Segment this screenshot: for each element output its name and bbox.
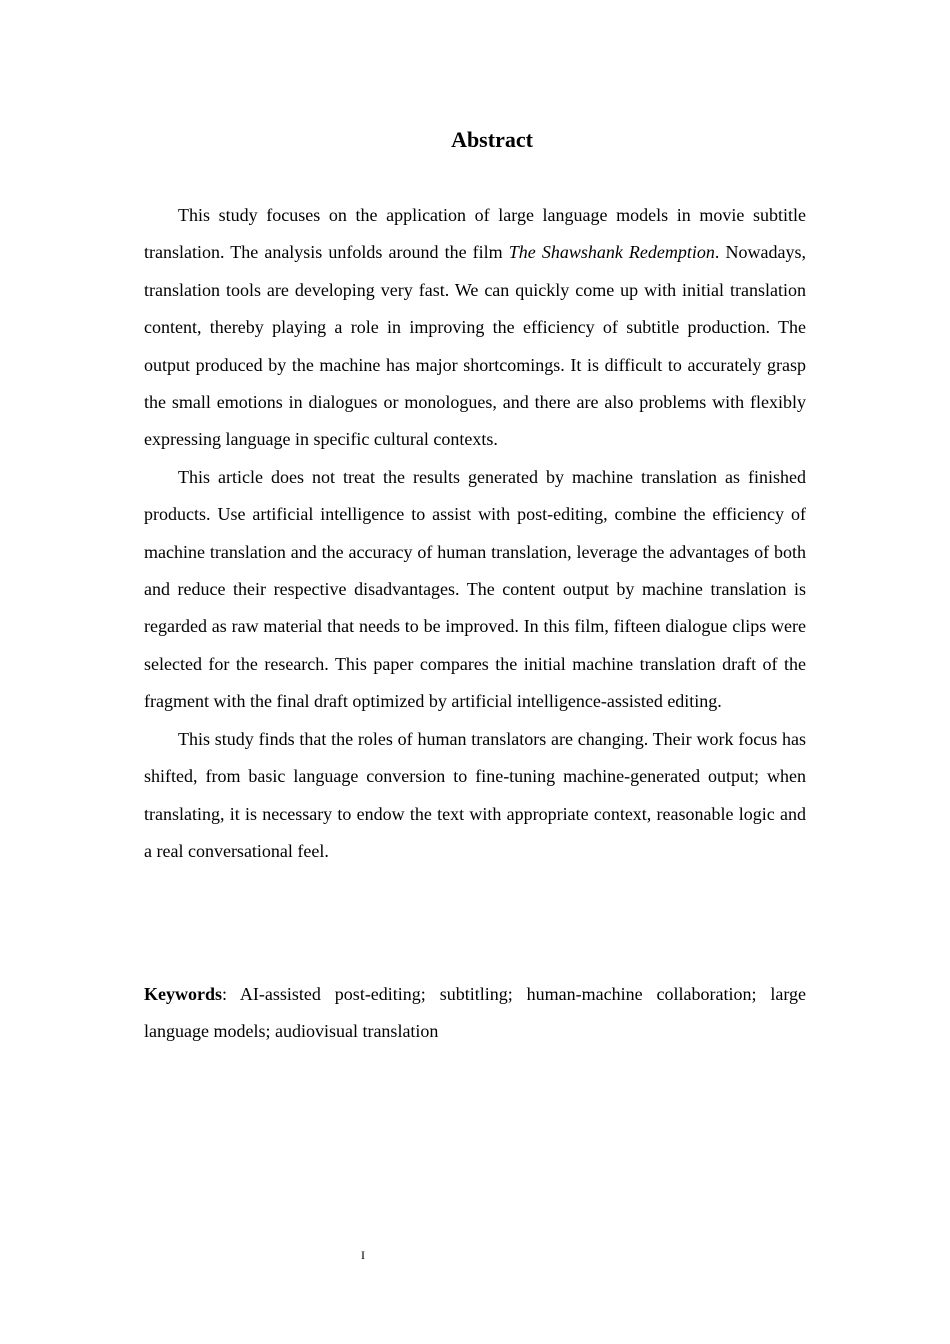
paragraph-1-text-end: . Nowadays, translation tools are developing very fast. We can quickly come up with initial translation content, thereby playing a role in improving the efficiency of subtitle production. The output produced by the machine has major shortcomings. It is difficult to accurately grasp the small emotions in dialogues or monologues, and there are also problems with flexibly expressing language in specific cultural contexts. <box>144 242 806 450</box>
paragraph-1-text-start: This study focuses on the application of large language models in movie subtitle translation. The analysis unfolds around the film <box>144 205 806 263</box>
film-title: The Shawshank Redemption <box>508 242 715 263</box>
keywords-text: AI-assisted post-editing; subtitling; human-machine collaboration; large language models; audiovisual translation <box>144 984 806 1042</box>
page-title: Abstract <box>451 127 533 152</box>
keywords-separator: : <box>222 984 240 1004</box>
keywords-label: Keywords <box>144 984 222 1004</box>
page-number: I <box>361 1248 365 1262</box>
keywords-line <box>144 976 806 1051</box>
abstract-paragraph-2: This article does not treat the results generated by machine translation as finished products. Use artificial intelligence to assist with post-editing, combine the efficiency of machine translation and the accuracy of human translation, leverage the advantages of both and reduce their respective disadvantages. The content output by machine translation is regarded as raw material that needs to be improved. In this film, fifteen dialogue clips were selected for the research. This paper compares the initial machine translation draft of the fragment with the final draft optimized by artificial intelligence-assisted editing. <box>144 466 806 712</box>
abstract-paragraph-3: This study finds that the roles of human translators are changing. Their work focus has shifted, from basic language conversion to fine-tuning machine-generated output; when translating, it is necessary to endow the text with appropriate context, reasonable logic and a real conversational feel. <box>144 728 806 861</box>
abstract-body <box>144 197 806 870</box>
abstract-paragraph-1 <box>144 197 806 459</box>
